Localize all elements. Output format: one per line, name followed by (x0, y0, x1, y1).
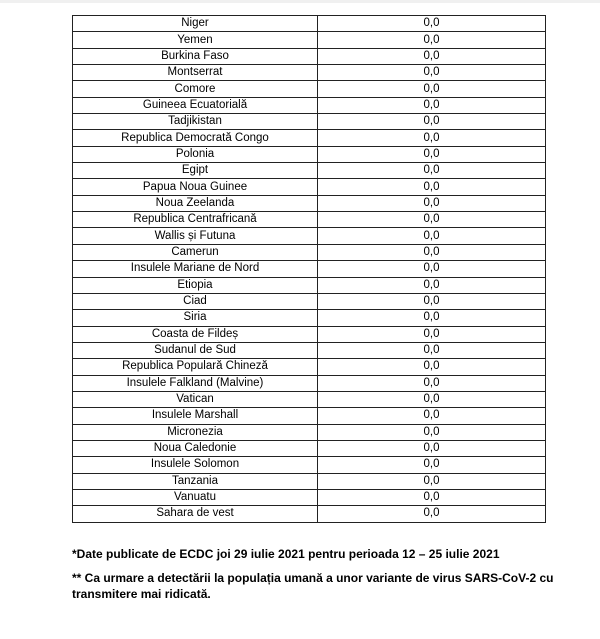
value-cell: 0,0 (318, 326, 546, 342)
footnotes (72, 546, 572, 602)
value-cell: 0,0 (318, 440, 546, 456)
table-row (73, 81, 546, 97)
table-row (73, 244, 546, 260)
value-cell: 0,0 (318, 424, 546, 440)
value-cell: 0,0 (318, 146, 546, 162)
country-cell: Etiopia (73, 277, 318, 293)
table-row (73, 408, 546, 424)
value-cell: 0,0 (318, 244, 546, 260)
table-row (73, 48, 546, 64)
value-cell: 0,0 (318, 228, 546, 244)
value-cell: 0,0 (318, 391, 546, 407)
country-cell: Republica Centrafricană (73, 212, 318, 228)
value-cell: 0,0 (318, 114, 546, 130)
footnote-variants: ** Ca urmare a detectării la populația umană a unor variante de virus SARS-CoV-2 cu transmitere mai ridicată. (72, 571, 554, 601)
table-row (73, 228, 546, 244)
country-cell: Ciad (73, 293, 318, 309)
country-cell: Republica Democrată Congo (73, 130, 318, 146)
value-cell: 0,0 (318, 342, 546, 358)
value-cell: 0,0 (318, 310, 546, 326)
country-cell: Micronezia (73, 424, 318, 440)
table-row (73, 342, 546, 358)
table-row (73, 424, 546, 440)
country-cell: Noua Zeelanda (73, 195, 318, 211)
country-cell: Montserrat (73, 65, 318, 81)
table-row (73, 195, 546, 211)
table-row (73, 375, 546, 391)
table-row (73, 359, 546, 375)
country-incidence-table (72, 15, 546, 523)
table-row (73, 326, 546, 342)
value-cell: 0,0 (318, 212, 546, 228)
value-cell: 0,0 (318, 261, 546, 277)
country-cell: Coasta de Fildeș (73, 326, 318, 342)
value-cell: 0,0 (318, 32, 546, 48)
table-row (73, 16, 546, 32)
table-row (73, 114, 546, 130)
table-row (73, 277, 546, 293)
value-cell: 0,0 (318, 16, 546, 32)
table-row (73, 146, 546, 162)
country-cell: Niger (73, 16, 318, 32)
value-cell: 0,0 (318, 506, 546, 522)
country-cell: Vanuatu (73, 489, 318, 505)
country-cell: Papua Noua Guinee (73, 179, 318, 195)
value-cell: 0,0 (318, 179, 546, 195)
table-row (73, 97, 546, 113)
table-row (73, 212, 546, 228)
country-cell: Comore (73, 81, 318, 97)
top-edge-strip (0, 0, 600, 3)
value-cell: 0,0 (318, 163, 546, 179)
table-row (73, 440, 546, 456)
country-cell: Yemen (73, 32, 318, 48)
value-cell: 0,0 (318, 293, 546, 309)
country-cell: Republica Populară Chineză (73, 359, 318, 375)
country-cell: Insulele Solomon (73, 457, 318, 473)
value-cell: 0,0 (318, 81, 546, 97)
country-cell: Sudanul de Sud (73, 342, 318, 358)
country-cell: Burkina Faso (73, 48, 318, 64)
table-row (73, 65, 546, 81)
table-body (73, 16, 546, 523)
value-cell: 0,0 (318, 489, 546, 505)
country-cell: Insulele Mariane de Nord (73, 261, 318, 277)
country-cell: Camerun (73, 244, 318, 260)
country-cell: Vatican (73, 391, 318, 407)
country-cell: Tanzania (73, 473, 318, 489)
country-cell: Noua Caledonie (73, 440, 318, 456)
table-row (73, 310, 546, 326)
table-row (73, 179, 546, 195)
table-row (73, 506, 546, 522)
country-cell: Tadjikistan (73, 114, 318, 130)
value-cell: 0,0 (318, 473, 546, 489)
country-cell: Polonia (73, 146, 318, 162)
table-row (73, 391, 546, 407)
table-row (73, 473, 546, 489)
value-cell: 0,0 (318, 375, 546, 391)
value-cell: 0,0 (318, 48, 546, 64)
country-cell: Insulele Falkland (Malvine) (73, 375, 318, 391)
table-row (73, 457, 546, 473)
table-row (73, 163, 546, 179)
country-cell: Insulele Marshall (73, 408, 318, 424)
country-cell: Siria (73, 310, 318, 326)
table-row (73, 489, 546, 505)
table-row (73, 32, 546, 48)
value-cell: 0,0 (318, 130, 546, 146)
table-row (73, 293, 546, 309)
footnote-ecdc-date: *Date publicate de ECDC joi 29 iulie 2021 pentru perioada 12 – 25 iulie 2021 (72, 547, 500, 561)
country-cell: Egipt (73, 163, 318, 179)
table-row (73, 130, 546, 146)
value-cell: 0,0 (318, 277, 546, 293)
country-cell: Guineea Ecuatorială (73, 97, 318, 113)
value-cell: 0,0 (318, 408, 546, 424)
value-cell: 0,0 (318, 359, 546, 375)
country-cell: Wallis și Futuna (73, 228, 318, 244)
table-row (73, 261, 546, 277)
country-cell: Sahara de vest (73, 506, 318, 522)
value-cell: 0,0 (318, 195, 546, 211)
value-cell: 0,0 (318, 65, 546, 81)
value-cell: 0,0 (318, 457, 546, 473)
value-cell: 0,0 (318, 97, 546, 113)
